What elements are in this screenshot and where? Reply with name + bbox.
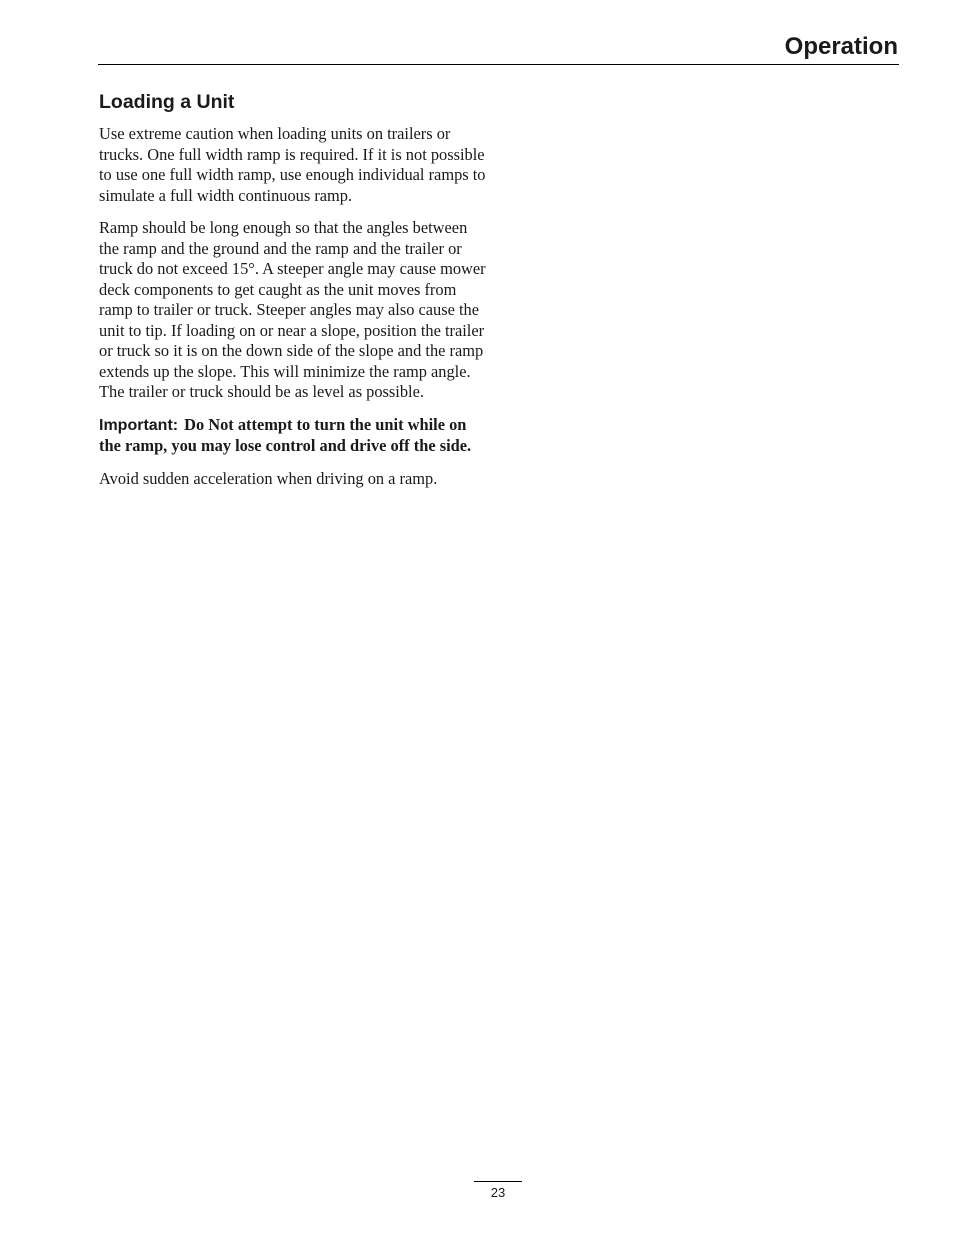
- important-text: Do Not attempt to turn the unit while on the ramp, you may lose control and drive off the side.: [99, 414, 472, 455]
- footer-divider: [474, 1181, 522, 1182]
- paragraph-ramp-caution: Use extreme caution when loading units on trailers or trucks. One full width ramp is required. If it is not possible to use one full width ramp, use enough individual ramps to simulate a full width continuous ramp.: [99, 124, 486, 205]
- important-notice: [99, 415, 491, 457]
- paragraph-acceleration: Avoid sudden acceleration when driving on a ramp.: [99, 468, 438, 488]
- page-section-title: Operation: [784, 33, 898, 60]
- page-number: 23: [490, 1185, 506, 1200]
- main-content: [99, 89, 491, 501]
- header-divider: [98, 64, 899, 65]
- paragraph-ramp-angle: Ramp should be long enough so that the angles between the ramp and the ground and the ramp and the trailer or truck do not exceed 15°. A steeper angle may cause mower deck components to get caught as the unit moves from ramp to trailer or truck. Steeper angles may also cause the unit to tip. If loading on or near a slope, position the trailer or truck so it is on the down side of the slope and the ramp extends up the slope. This will minimize the ramp angle. The trailer or truck should be as level as possible.: [99, 218, 486, 401]
- important-label: Important:: [99, 416, 179, 434]
- section-heading: Loading a Unit: [99, 91, 235, 113]
